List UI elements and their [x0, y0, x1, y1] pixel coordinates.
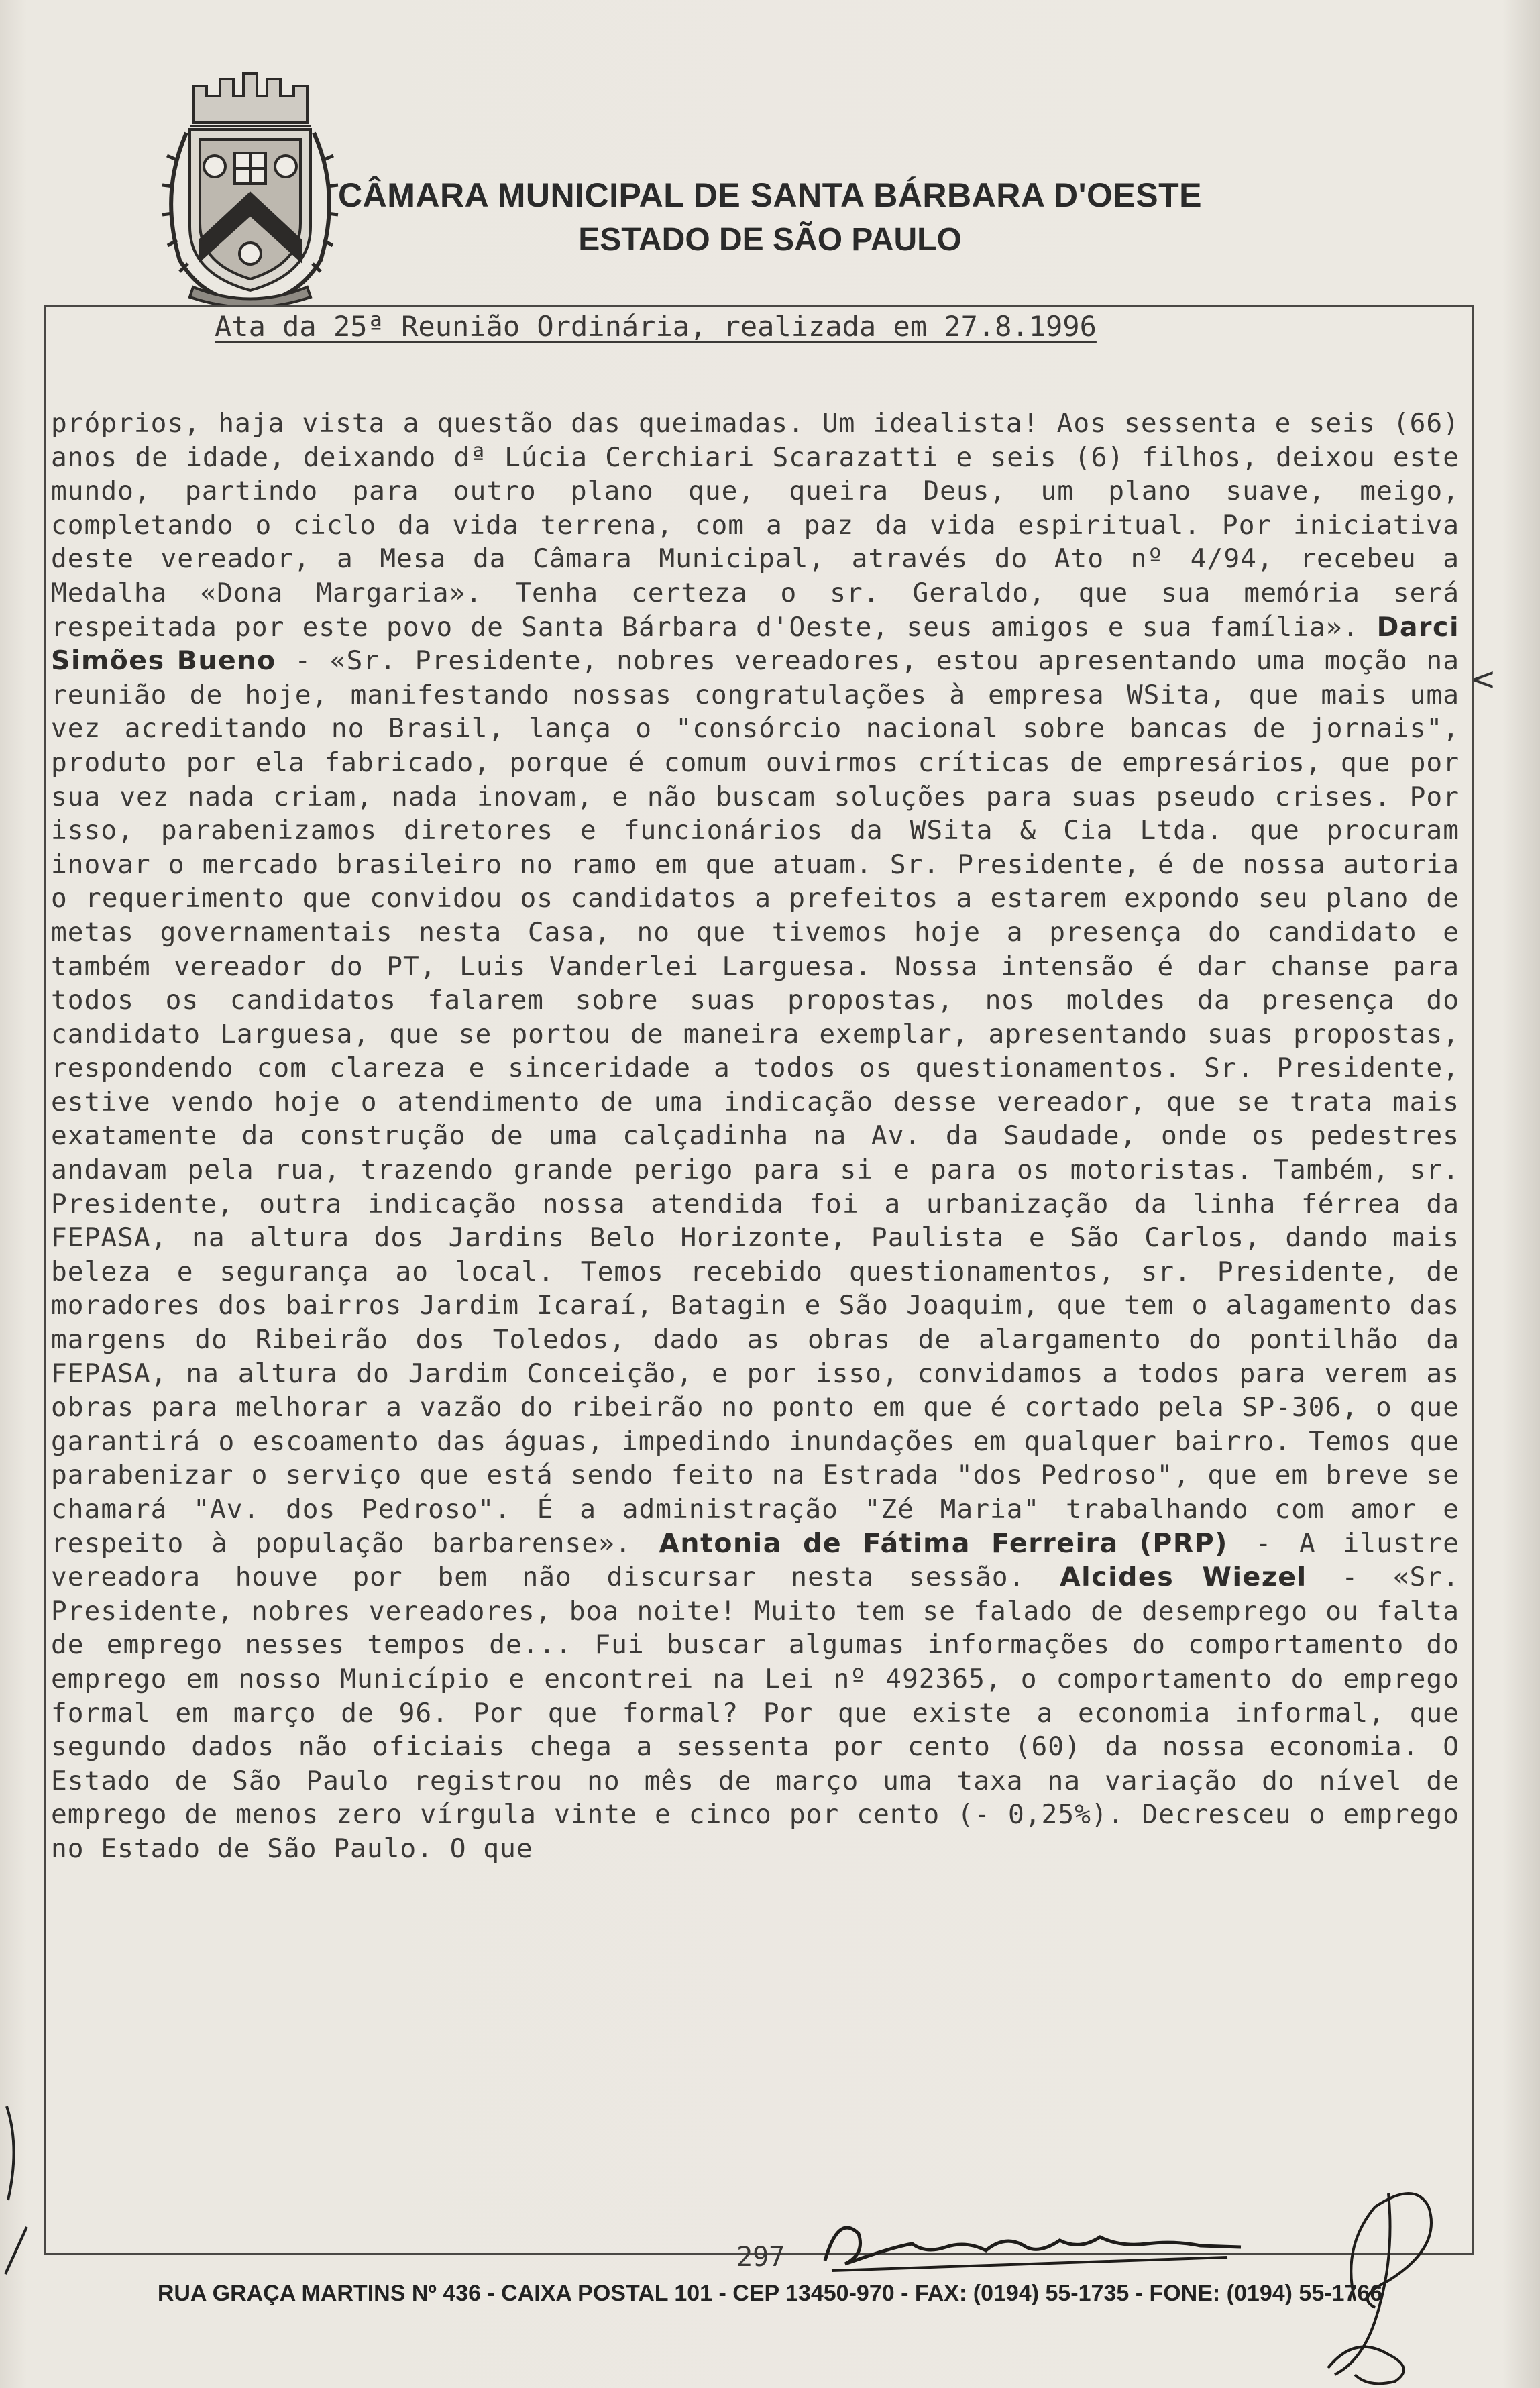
speaker-name: Alcides Wiezel	[1060, 1562, 1307, 1593]
state-name: ESTADO DE SÃO PAULO	[578, 222, 962, 258]
signature-flourish	[812, 2207, 1248, 2281]
margin-annotation-mark: <	[1470, 661, 1496, 697]
institution-name: CÂMARA MUNICIPAL DE SANTA BÁRBARA D'OESTE	[338, 176, 1202, 214]
page-number: 297	[736, 2242, 785, 2273]
minutes-paragraph-text: - «Sr. Presidente, nobres vereadores, boa noite! Muito tem se falado de desemprego ou falta de emprego nesses tempos de... Fui buscar algumas informações do comportamento do emprego em nosso Município e encontrei na Lei nº 492365, o comportamento do emprego formal em março de 96. Por que formal? Por que existe a economia informal, que segundo dados não oficiais chega a sessenta por cento (60) da nossa economia. O Estado de São Paulo registrou no mês de março uma taxa na variação do nível de emprego de menos zero vírgula vinte e cinco por cento (- 0,25%). Decresceu o emprego no Estado de São Paulo. O que	[51, 1562, 1460, 1864]
minutes-title: Ata da 25ª Reunião Ordinária, realizada em 27.8.1996	[215, 310, 1097, 343]
left-margin-rule	[44, 305, 46, 2254]
signature-initials	[1315, 2167, 1469, 2388]
footer-address: RUA GRAÇA MARTINS Nº 436 - CAIXA POSTAL 101 - CEP 13450-970 - FAX: (0194) 55-1735 - FONE: (0194) 55-1766	[157, 2281, 1383, 2306]
minutes-paragraph-text: próprios, haja vista a questão das queimadas. Um idealista! Aos sessenta e seis (66) anos de idade, deixando dª Lúcia Cerchiari Scarazatti e seis (6) filhos, deixou este mundo, partindo para outro plano que, queira Deus, um plano suave, meigo, completando o ciclo da vida terrena, com a paz da vida espiritual. Por iniciativa deste vereador, a Mesa da Câmara Municipal, através do Ato nº 4/94, recebeu a Medalha «Dona Margaria». Tenha certeza o sr. Geraldo, que sua memória será respeitada por este povo de Santa Bárbara d'Oeste, seus amigos e sua família».	[51, 408, 1460, 643]
speaker-name: Antonia de Fátima Ferreira (PRP)	[659, 1527, 1228, 1559]
bleed-through-marks	[0, 2106, 40, 2281]
speaker-name: Darci Simões Bueno	[51, 611, 1460, 677]
minutes-paragraph-text: - A ilustre vereadora houve por bem não discursar nesta sessão.	[51, 1527, 1460, 1593]
right-margin-rule	[1472, 305, 1474, 2254]
minutes-paragraph-text: - «Sr. Presidente, nobres vereadores, estou apresentando uma moção na reunião de hoje, manifestando nossas congratulações à empresa WSita, que mais uma vez acreditando no Brasil, lança o "consórcio nacional sobre bancas de jornais", produto por ela fabricado, porque é comum ouvirmos críticas de empresários, que por sua vez nada criam, nada inovam, e não buscam soluções para suas pseudo crises. Por isso, parabenizamos diretores e funcionários da WSita & Cia Ltda. que procuram inovar o mercado brasileiro no ramo em que atuam. Sr. Presidente, é de nossa autoria o requerimento que convidou os candidatos a prefeitos a estarem expondo seu plano de metas governamentais nesta Casa, no que tivemos hoje a presença do candidato e também vereador do PT, Luis Vanderlei Larguesa. Nossa intensão é dar chanse para todos os candidatos falarem sobre suas propostas, nos moldes da presença do candidato Larguesa, que se portou de maneira exemplar, apresentando suas propostas, respondendo com clareza e sinceridade a todos os questionamentos. Sr. Presidente, estive vendo hoje o atendimento de uma indicação desse vereador, que se trata mais exatamente da construção de uma calçadinha na Av. da Saudade, onde os pedestres andavam pela rua, trazendo grande perigo para si e para os motoristas. Também, sr. Presidente, outra indicação nossa atendida foi a urbanização da linha férrea da FEPASA, na altura dos Jardins Belo Horizonte, Paulista e São Carlos, dando mais beleza e segurança ao local. Temos recebido questionamentos, sr. Presidente, de moradores dos bairros Jardim Icaraí, Batagin e São Joaquim, que tem o alagamento das margens do Ribeirão dos Toledos, dado as obras de alargamento do pontilhão da FEPASA, na altura do Jardim Conceição, e por isso, convidamos a todos para verem as obras para melhorar a vazão do ribeirão no ponto em que é cortado pela SP-306, o que garantirá o escoamento das águas, impedindo inundações em qualquer bairro. Temos que parabenizar o serviço que está sendo feito na Estrada "dos Pedroso", que em breve se chamará "Av. dos Pedroso". É a administração "Zé Maria" trabalhando com amor e respeito à população barbarense».	[51, 645, 1460, 1559]
minutes-body-text	[51, 406, 1460, 1866]
top-rule	[44, 305, 1474, 307]
